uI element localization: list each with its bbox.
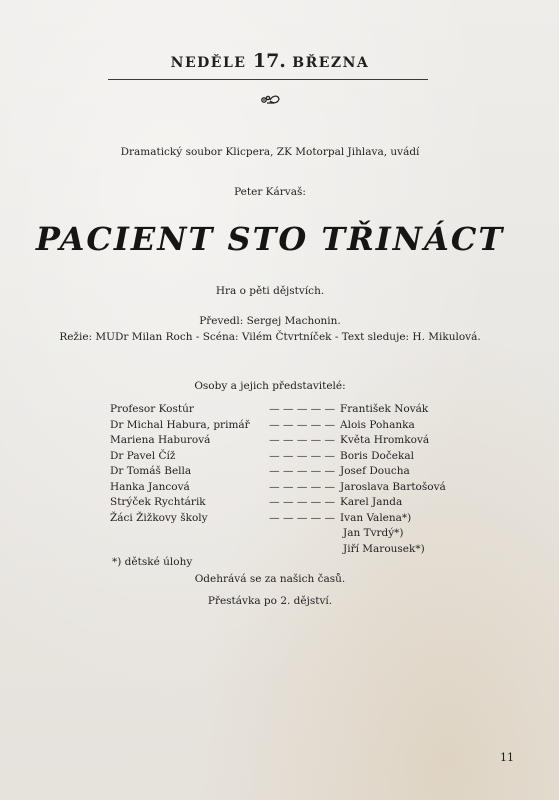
cast-actor: Květa Hromková — [340, 434, 430, 446]
translator-line: Převedl: Sergej Machonin. — [199, 315, 341, 327]
header-month: BŘEZNA — [292, 55, 370, 71]
credits-line: Režie: MUDr Milan Roch - Scéna: Vilém Čtvrtníček - Text sleduje: H. Mikulová. — [59, 331, 481, 343]
cast-dash-leader: — — — — — — [269, 434, 335, 446]
cast-dash-leader: — — — — — — [269, 480, 335, 493]
cast-actor: František Novák — [340, 403, 429, 415]
cast-role: Dr Michal Habura, primář — [110, 418, 250, 431]
flower-ornament-icon — [258, 92, 282, 108]
setting-line: Odehrává se za našich časů. — [194, 573, 346, 585]
author-line: Peter Kárvaš: — [234, 186, 306, 198]
play-subtitle: Hra o pěti dějstvích. — [215, 285, 325, 297]
cast-actor: Ivan Valena*) — [340, 511, 412, 524]
cast-role: Strýček Rychtárik — [110, 496, 206, 508]
cast-actor: Jiří Marousek*) — [343, 542, 425, 555]
cast-dash-leader: — — — — — — [269, 496, 335, 508]
play-title: PACIENT STO TŘINÁCT — [35, 220, 505, 258]
header-rule — [108, 79, 428, 80]
cast-role: Profesor Kostúr — [110, 403, 194, 415]
cast-role: Mariena Haburová — [110, 434, 211, 446]
cast-dash-leader: — — — — — — [269, 418, 335, 431]
header-date: 17. — [252, 50, 286, 72]
cast-actor: Karel Janda — [340, 496, 403, 508]
cast-actor: Jan Tvrdý*) — [343, 527, 404, 539]
cast-actor: Alois Pohanka — [340, 418, 415, 431]
cast-role: Hanka Jancová — [110, 480, 190, 493]
cast-actor: Boris Dočekal — [340, 449, 414, 462]
presenter-line: Dramatický soubor Klicpera, ZK Motorpal Jihlava, uvádí — [120, 146, 420, 158]
intermission-line: Přestávka po 2. dějství. — [207, 595, 333, 607]
cast-role: Dr Pavel Číž — [110, 449, 176, 462]
cast-actor: Josef Doucha — [340, 465, 410, 477]
cast-heading: Osoby a jejich představitelé: — [194, 380, 346, 392]
page-number: 11 — [500, 751, 514, 764]
cast-dash-leader: — — — — — — [269, 403, 335, 415]
cast-role: Žáci Žižkovy školy — [110, 511, 208, 524]
cast-actor: Jaroslava Bartošová — [340, 480, 446, 493]
header-day: NEDĚLE — [170, 55, 247, 71]
cast-dash-leader: — — — — — — [269, 449, 335, 462]
cast-dash-leader: — — — — — — [269, 511, 335, 524]
date-header — [0, 50, 540, 72]
footnote: *) dětské úlohy — [112, 556, 193, 568]
cast-dash-leader: — — — — — — [269, 465, 335, 477]
cast-role: Dr Tomáš Bella — [110, 465, 192, 477]
